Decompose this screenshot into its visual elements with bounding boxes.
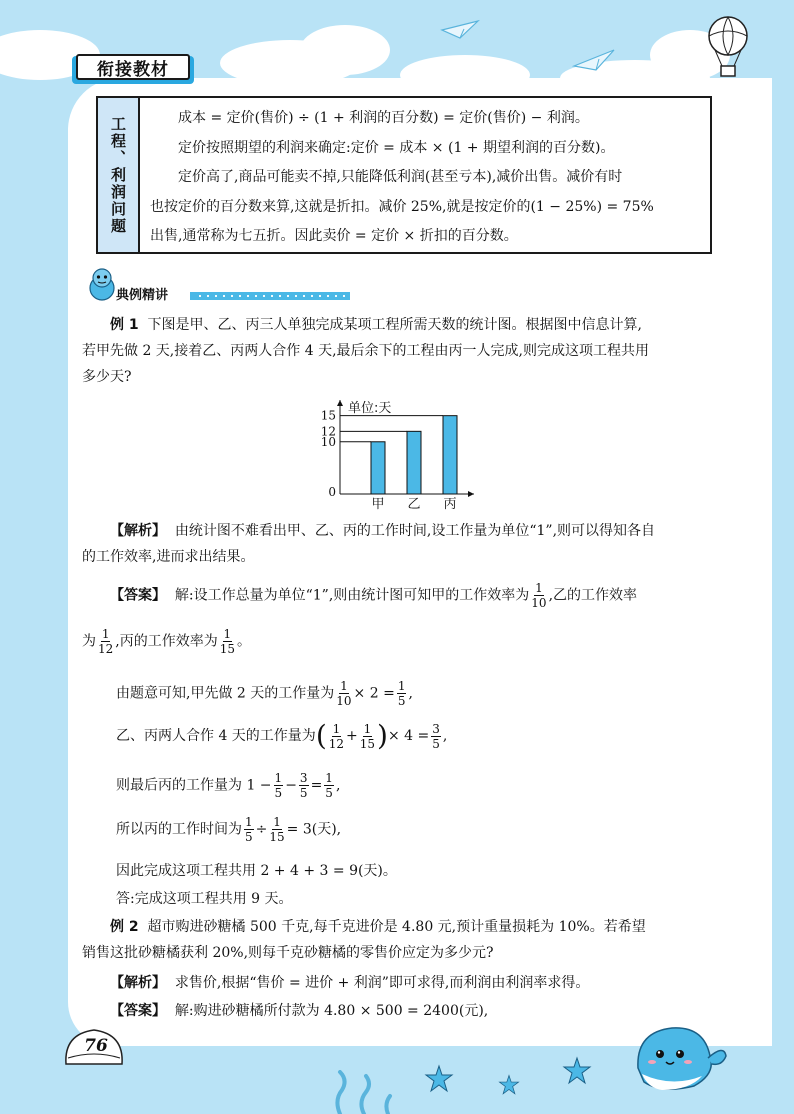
hot-air-balloon-icon: [704, 14, 752, 80]
paper-plane-icon: [440, 18, 480, 42]
fraction: $\frac{1}{15}$: [359, 721, 376, 751]
example1-text3: 多少天?: [82, 369, 132, 385]
bar: [407, 431, 421, 494]
fraction: $\frac{3}{5}$: [299, 771, 308, 800]
example1-label: 例 1: [110, 317, 139, 333]
example1-text: 下图是甲、乙、丙三人单独完成某项工程所需天数的统计图。根据图中信息计算,: [147, 317, 642, 333]
answer2-label: 【答案】: [110, 1003, 166, 1019]
answer1-label: 【答案】: [110, 587, 166, 604]
y-tick-label: 15: [320, 408, 336, 423]
answer1-step5: 因此完成这项工程共用 2 + 4 + 3 = 9(天)。: [116, 863, 397, 879]
starfish-icon: [498, 1074, 520, 1096]
x-tick-label: 丙: [443, 497, 457, 512]
answer1-text: ,: [408, 685, 413, 702]
answer1-text: 乙、丙两人合作 4 天的工作量为: [116, 728, 316, 744]
example1-text2: 若甲先做 2 天,接着乙、丙两人合作 4 天,最后余下的工程由丙一人完成,则完成这项工程共用: [82, 343, 649, 359]
analysis1: [82, 518, 722, 570]
answer1-text: −: [285, 777, 297, 794]
answer1-step1: [116, 680, 413, 707]
bar-chart: [318, 394, 482, 512]
analysis2-text: 求售价,根据“售价 = 进价 + 利润”即可求得,而利润由利润率求得。: [174, 975, 590, 991]
example1: [82, 312, 722, 390]
analysis2: [110, 972, 589, 992]
answer1-step4: [116, 816, 341, 843]
bar: [371, 442, 385, 494]
answer1-text: × 4 =: [387, 728, 430, 744]
y-tick-label: 0: [328, 485, 336, 499]
answer1-text: ,乙的工作效率: [548, 587, 638, 604]
y-axis-arrow: [337, 400, 343, 406]
answer1-text: 则最后丙的工作量为 1 −: [116, 777, 272, 794]
bar: [443, 416, 457, 494]
concept-text: [150, 104, 706, 252]
concept-box: [96, 96, 712, 254]
answer1-text: ÷: [255, 821, 268, 838]
answer1-line1: [110, 582, 637, 609]
mascot-icon: [86, 266, 118, 302]
y-tick-label: 10: [320, 434, 336, 449]
concept-line: 也按定价的百分数来算,这就是折扣。减价 25%,就是按定价的(1 − 25%) = 75%: [150, 198, 654, 215]
fraction: $\frac{1}{5}$: [325, 771, 333, 800]
example2: [82, 914, 722, 966]
y-tick-label: 12: [320, 424, 336, 439]
whale-icon: [632, 1018, 728, 1094]
analysis2-label: 【解析】: [110, 975, 166, 991]
answer1-step2: [116, 719, 448, 752]
fraction: $\frac{1}{5}$: [245, 815, 253, 844]
answer1-text: 。: [237, 633, 252, 650]
fraction: $\frac{1}{12}$: [328, 721, 345, 751]
fraction: $\frac{1}{10}$: [336, 679, 352, 708]
concept-line: 定价按照期望的利润来确定:定价 = 成本 × (1 + 期望利润的百分数)。: [178, 139, 615, 156]
example2-label: 例 2: [110, 919, 139, 935]
answer1-text: × 2 =: [353, 685, 395, 702]
answer1-text: ,: [335, 777, 341, 794]
fraction: $\frac{3}{5}$: [432, 721, 440, 751]
concept-line: 定价高了,商品可能卖不掉,只能降低利润(甚至亏本),减价出售。减价有时: [178, 169, 623, 185]
answer1-text: 解:设工作总量为单位“1”,则由统计图可知甲的工作效率为: [174, 587, 530, 604]
x-axis-arrow: [468, 491, 474, 497]
x-tick-label: 甲: [371, 497, 385, 512]
concept-line: 成本 = 定价(售价) ÷ (1 + 利润的百分数) = 定价(售价) − 利润。: [178, 110, 589, 126]
answer1-text: 所以丙的工作时间为: [116, 821, 242, 838]
answer1-step3: [116, 772, 340, 799]
concept-line: 出售,通常称为七五折。因此卖价 = 定价 × 折扣的百分数。: [150, 228, 518, 244]
fraction: $\frac{1}{10}$: [531, 581, 547, 610]
chart-title: 单位:天: [348, 401, 392, 416]
x-tick-label: 乙: [407, 497, 421, 512]
starfish-icon: [424, 1064, 454, 1094]
answer1-line2: [82, 628, 251, 655]
section-dots: [190, 292, 350, 300]
header-tag-label: 衔接教材: [76, 54, 190, 80]
answer1-text: 为: [82, 633, 96, 650]
answer1-text: ,: [442, 728, 448, 744]
seaweed-decoration: [330, 1070, 400, 1114]
answer1-text: 由题意可知,甲先做 2 天的工作量为: [116, 685, 335, 702]
cloud-decoration: [300, 25, 390, 75]
analysis1-line1: 由统计图不难看出甲、乙、丙的工作时间,设工作量为单位“1”,则可以得知各自: [174, 523, 656, 539]
fraction: $\frac{1}{12}$: [98, 627, 114, 656]
concept-side-label: 工程、利润问题: [109, 115, 127, 235]
example2-line2: 销售这批砂糖橘获利 20%,则每千克砂糖橘的零售价应定为多少元?: [82, 945, 494, 961]
paren: (: [315, 719, 327, 752]
paper-plane-icon: [572, 46, 616, 72]
page-number-badge: [60, 1024, 130, 1070]
answer1-text: ,丙的工作效率为: [115, 633, 218, 650]
section-title: 典例精讲: [116, 288, 169, 303]
answer2-text: 解:购进砂糖橘所付款为 4.80 × 500 = 2400(元),: [174, 1003, 489, 1019]
analysis1-line2: 的工作效率,进而求出结果。: [82, 549, 255, 565]
fraction: $\frac{1}{5}$: [397, 679, 406, 708]
concept-side-title: [98, 98, 140, 252]
answer1-text: = 3(天),: [286, 821, 342, 838]
fraction: $\frac{1}{15}$: [219, 627, 236, 656]
section-header: [86, 266, 266, 302]
paren: ): [377, 719, 388, 752]
fraction: $\frac{1}{5}$: [274, 771, 283, 800]
answer1-text: +: [346, 728, 358, 744]
page-number: 76: [84, 1036, 108, 1056]
fraction: $\frac{1}{15}$: [269, 815, 285, 844]
header-tag: [72, 56, 194, 84]
answer2: [110, 1000, 488, 1020]
analysis1-label: 【解析】: [110, 523, 166, 539]
example2-line1: 超市购进砂糖橘 500 千克,每千克进价是 4.80 元,预计重量损耗为 10%。若希望: [147, 919, 646, 935]
starfish-icon: [562, 1056, 592, 1086]
answer1-final: 答:完成这项工程共用 9 天。: [116, 891, 293, 907]
answer1-text: =: [310, 777, 323, 794]
